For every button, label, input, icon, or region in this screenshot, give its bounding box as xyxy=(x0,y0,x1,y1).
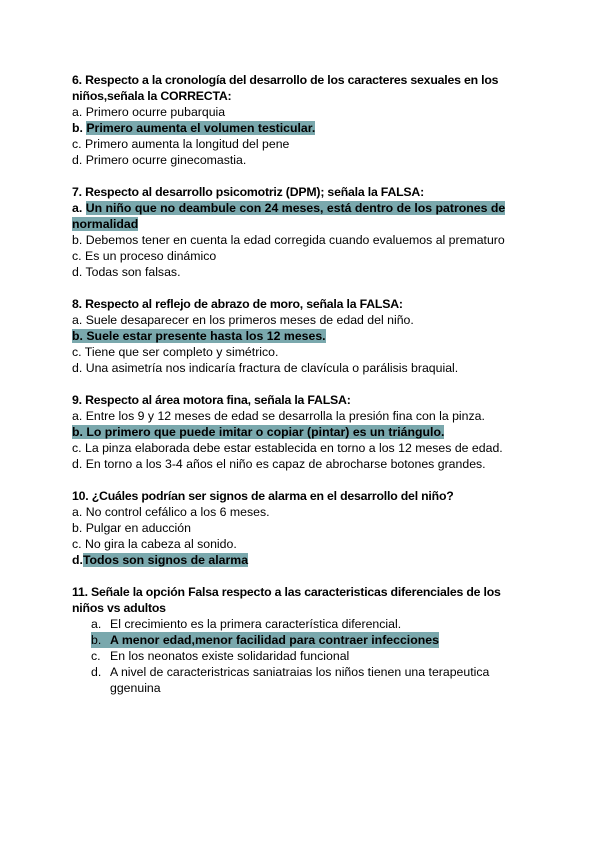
option-b-correct xyxy=(72,424,532,440)
option-b-correct xyxy=(72,328,532,344)
question-title: 7. Respecto al desarrollo psicomotriz (DPM); señala la FALSA: xyxy=(72,185,425,199)
question-title: 10. ¿Cuáles podrían ser signos de alarma en el desarrollo del niño? xyxy=(72,489,454,503)
question-8 xyxy=(72,296,532,376)
option-c: c. La pinza elaborada debe estar establecida en torno a los 12 meses de edad. xyxy=(72,441,503,455)
question-9 xyxy=(72,392,532,472)
option-d: d. A nivel de caracteristricas saniatraias los niños tienen una terapeutica ggenuina xyxy=(91,665,490,695)
answer-highlight: Primero aumenta el volumen testicular. xyxy=(86,121,316,135)
question-6 xyxy=(72,72,532,168)
question-title: 6. Respecto a la cronología del desarrollo de los caracteres sexuales en los niños,señala la CORRECTA: xyxy=(72,73,499,103)
question-10 xyxy=(72,488,532,568)
option-c: c. No gira la cabeza al sonido. xyxy=(72,537,237,551)
option-d: d. En torno a los 3-4 años el niño es capaz de abrocharse botones grandes. xyxy=(72,457,486,471)
option-c: c. En los neonatos existe solidaridad funcional xyxy=(91,649,350,663)
option-a: a. Primero ocurre pubarquia xyxy=(72,105,226,119)
option-a: a. El crecimiento es la primera característica diferencial. xyxy=(91,617,402,631)
option-b-correct: b. Primero aumenta el volumen testicular. xyxy=(72,121,316,135)
option-d: d. Una asimetría nos indicaría fractura de clavícula o parálisis braquial. xyxy=(72,361,459,375)
answer-highlight: b. A menor edad,menor facilidad para contraer infecciones xyxy=(91,633,439,647)
question-11 xyxy=(72,584,532,696)
answer-highlight: b. Suele estar presente hasta los 12 meses. xyxy=(72,329,326,343)
option-b-correct xyxy=(72,632,532,648)
option-d-correct: d.Todos son signos de alarma xyxy=(72,553,249,567)
document-content xyxy=(72,72,532,712)
option-d: d. Primero ocurre ginecomastia. xyxy=(72,153,247,167)
option-a: a. Suele desaparecer en los primeros meses de edad del niño. xyxy=(72,313,414,327)
option-c: c. Es un proceso dinámico xyxy=(72,249,217,263)
answer-highlight: b. Lo primero que puede imitar o copiar (pintar) es un triángulo. xyxy=(72,425,445,439)
question-title: 11. Señale la opción Falsa respecto a las caracteristicas diferenciales de los niños vs adultos xyxy=(72,585,501,615)
option-a: a. Entre los 9 y 12 meses de edad se desarrolla la presión fina con la pinza. xyxy=(72,409,485,423)
answer-highlight: Un niño que no deambule con 24 meses, está dentro de los patrones de normalidad xyxy=(72,201,506,231)
answer-highlight: Todos son signos de alarma xyxy=(82,553,249,567)
question-title: 9. Respecto al área motora fina, señala la FALSA: xyxy=(72,393,351,407)
question-7 xyxy=(72,184,532,280)
option-b: b. Debemos tener en cuenta la edad corregida cuando evaluemos al prematuro xyxy=(72,233,505,247)
option-c: c. Tiene que ser completo y simétrico. xyxy=(72,345,279,359)
option-c: c. Primero aumenta la longitud del pene xyxy=(72,137,290,151)
option-a-correct: a. Un niño que no deambule con 24 meses, está dentro de los patrones de normalidad xyxy=(72,201,506,231)
option-b: b. Pulgar en aducción xyxy=(72,521,191,535)
option-a: a. No control cefálico a los 6 meses. xyxy=(72,505,270,519)
option-d: d. Todas son falsas. xyxy=(72,265,181,279)
question-title: 8. Respecto al reflejo de abrazo de moro, señala la FALSA: xyxy=(72,297,403,311)
